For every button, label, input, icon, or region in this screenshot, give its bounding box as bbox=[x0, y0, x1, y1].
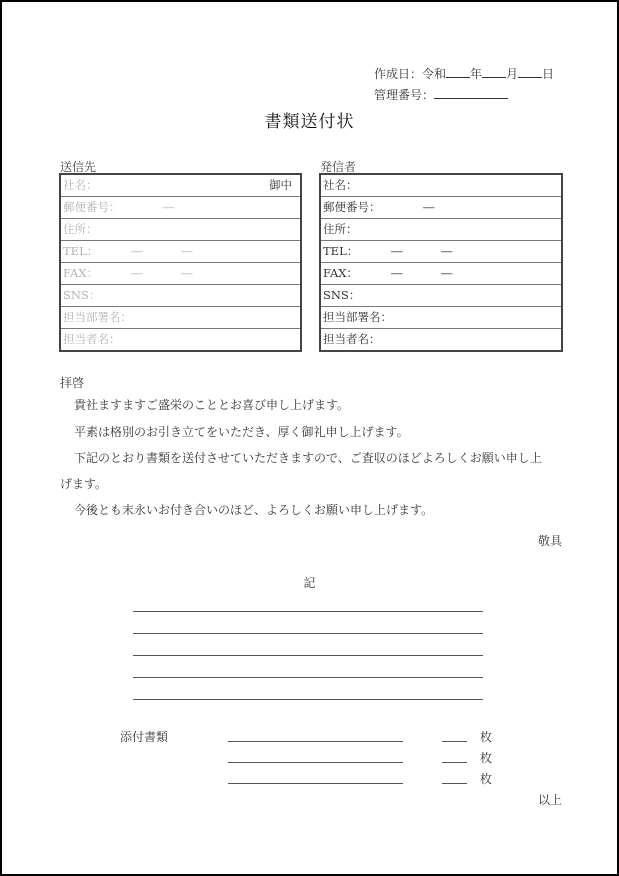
sender-tel-label: TEL： bbox=[323, 244, 359, 258]
creation-date-label: 作成日：令和 bbox=[374, 67, 447, 81]
recipient-address-row[interactable] bbox=[61, 219, 300, 241]
document-end-mark: 以上 bbox=[538, 793, 563, 807]
management-number-label: 管理番号： bbox=[374, 88, 435, 102]
recipient-honorific: 御中 bbox=[269, 178, 292, 192]
recipient-fax-row[interactable] bbox=[61, 263, 300, 285]
year-field[interactable] bbox=[446, 65, 470, 78]
notes-line-4[interactable] bbox=[133, 677, 483, 678]
sender-postal-label: 郵便番号： bbox=[323, 200, 381, 214]
sender-tel-row[interactable] bbox=[321, 241, 561, 263]
sender-address-row[interactable] bbox=[321, 219, 561, 241]
page-title: 書類送付状 bbox=[264, 112, 355, 132]
enclosure-unit-1: 枚 bbox=[480, 730, 493, 744]
day-field[interactable] bbox=[518, 65, 542, 78]
sender-tel-dash-1: ― bbox=[391, 244, 403, 258]
letter-closing: 敬具 bbox=[538, 534, 563, 548]
recipient-person-row[interactable] bbox=[61, 329, 300, 351]
enclosure-count-line-3[interactable] bbox=[442, 783, 467, 784]
management-number-field[interactable] bbox=[434, 86, 508, 99]
recipient-sns-row[interactable] bbox=[61, 285, 300, 307]
enclosure-unit-3: 枚 bbox=[480, 772, 493, 786]
sender-dept-label: 担当部署名： bbox=[323, 310, 392, 324]
recipient-address-label: 住所： bbox=[63, 222, 98, 236]
recipient-tel-dash-2: ― bbox=[181, 244, 193, 258]
sender-tel-dash-2: ― bbox=[441, 244, 453, 258]
enclosure-name-line-1[interactable] bbox=[228, 741, 403, 742]
sender-postal-row[interactable] bbox=[321, 197, 561, 219]
recipient-person-label: 担当者名： bbox=[63, 332, 121, 346]
letter-opening: 拝啓 bbox=[60, 376, 85, 390]
sender-fax-label: FAX： bbox=[323, 266, 358, 280]
recipient-tel-label: TEL： bbox=[63, 244, 99, 258]
sender-sns-row[interactable] bbox=[321, 285, 561, 307]
enclosure-count-line-2[interactable] bbox=[442, 762, 467, 763]
enclosure-name-line-2[interactable] bbox=[228, 762, 403, 763]
recipient-tel-dash-1: ― bbox=[131, 244, 143, 258]
recipient-postal-row[interactable] bbox=[61, 197, 300, 219]
notes-heading: 記 bbox=[303, 576, 316, 590]
sender-postal-dash: ― bbox=[423, 200, 435, 214]
enclosure-name-line-3[interactable] bbox=[228, 783, 403, 784]
enclosure-unit-2: 枚 bbox=[480, 751, 493, 765]
enclosure-count-line-1[interactable] bbox=[442, 741, 467, 742]
letter-paragraph-4: 今後とも末永いお付き合いのほど、よろしくお願い申し上げます。 bbox=[74, 503, 434, 517]
recipient-tel-row[interactable] bbox=[61, 241, 300, 263]
management-number-line bbox=[374, 86, 508, 103]
recipient-dept-label: 担当部署名： bbox=[63, 310, 132, 324]
recipient-postal-dash: ― bbox=[163, 200, 175, 214]
recipient-sns-label: SNS： bbox=[63, 288, 101, 302]
letter-paragraph-2: 平素は格別のお引き立てをいただき、厚く御礼申し上げます。 bbox=[74, 425, 409, 439]
sender-fax-dash-1: ― bbox=[391, 266, 403, 280]
month-label: 月 bbox=[506, 67, 519, 81]
sender-person-row[interactable] bbox=[321, 329, 561, 351]
enclosures-label: 添付書類 bbox=[120, 730, 169, 744]
letter-paragraph-3a: 下記のとおり書類を送付させていただきますので、ご査収のほどよろしくお願い申し上 bbox=[74, 451, 542, 465]
notes-line-1[interactable] bbox=[133, 611, 483, 612]
sender-fax-dash-2: ― bbox=[441, 266, 453, 280]
recipient-company-row[interactable] bbox=[61, 175, 300, 197]
recipient-postal-label: 郵便番号： bbox=[63, 200, 121, 214]
creation-date-line bbox=[374, 65, 554, 82]
notes-line-5[interactable] bbox=[133, 699, 483, 700]
recipient-fax-dash-1: ― bbox=[131, 266, 143, 280]
recipient-table bbox=[59, 173, 302, 352]
sender-address-label: 住所： bbox=[323, 222, 358, 236]
sender-dept-row[interactable] bbox=[321, 307, 561, 329]
recipient-dept-row[interactable] bbox=[61, 307, 300, 329]
notes-line-3[interactable] bbox=[133, 655, 483, 656]
sender-table bbox=[319, 173, 563, 352]
recipient-heading: 送信先 bbox=[60, 160, 97, 174]
month-field[interactable] bbox=[482, 65, 506, 78]
letter-paragraph-3b: げます。 bbox=[60, 477, 108, 491]
sender-fax-row[interactable] bbox=[321, 263, 561, 285]
sender-company-row[interactable] bbox=[321, 175, 561, 197]
recipient-fax-label: FAX： bbox=[63, 266, 98, 280]
sender-company-label: 社名： bbox=[323, 178, 358, 192]
recipient-company-label: 社名： bbox=[63, 178, 98, 192]
sender-heading: 発信者 bbox=[320, 160, 357, 174]
notes-line-2[interactable] bbox=[133, 633, 483, 634]
letter-paragraph-1: 貴社ますますご盛栄のこととお喜び申し上げます。 bbox=[74, 398, 350, 412]
sender-sns-label: SNS： bbox=[323, 288, 361, 302]
day-label: 日 bbox=[542, 67, 555, 81]
year-label: 年 bbox=[470, 67, 483, 81]
recipient-fax-dash-2: ― bbox=[181, 266, 193, 280]
sender-person-label: 担当者名： bbox=[323, 332, 381, 346]
